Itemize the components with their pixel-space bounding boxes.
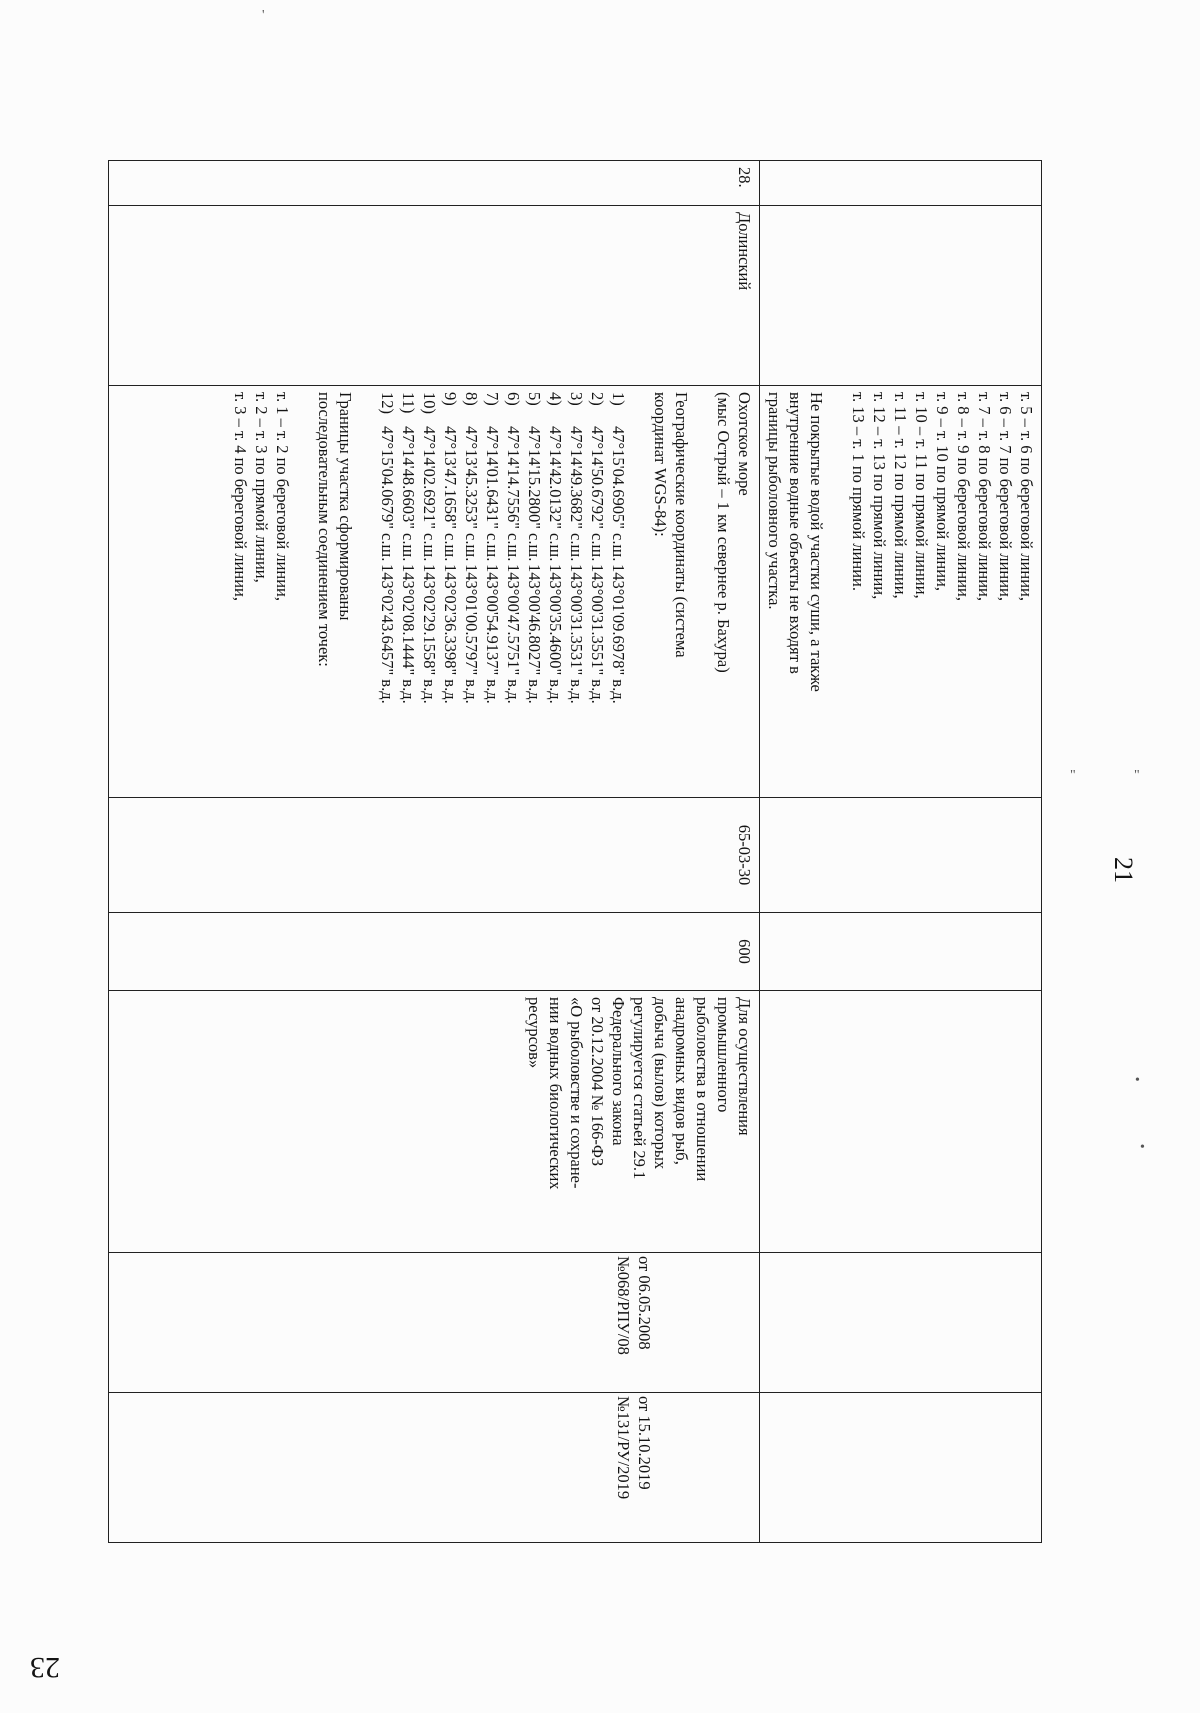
scan-speck: " [1070, 768, 1076, 783]
landmark: (мыс Острый – 1 км севернее р. Бахура) [714, 392, 733, 673]
coordinate-list [377, 392, 629, 791]
coordinate-row: 2) 47°14'50.6792" с.ш. 143°00'31.3551" в.д. [588, 392, 607, 704]
coordinate-row: 7) 47°14'01.6431" с.ш. 143°00'54.9137" в.д. [483, 392, 502, 704]
number-cell: 28. [109, 161, 760, 206]
agreement-number: №131/РУ/2019 [614, 1396, 633, 1500]
coordinate-row: 10) 47°14'02.6921" с.ш. 143°02'29.1558" в.д. [420, 392, 439, 704]
agreement-b-cell [760, 1393, 1042, 1543]
purpose-line: Для осуществления [735, 997, 754, 1136]
area-cell [760, 913, 1042, 991]
page-number: 21 [1109, 857, 1138, 883]
purpose-line: регулируется статьей 29.1 [630, 997, 649, 1180]
purpose-line: рыболовства в отношении [693, 997, 712, 1182]
agreement-b-cell [109, 1393, 760, 1543]
coordinate-row: 12) 47°15'04.0679" с.ш. 143°02'43.6457" в.д. [378, 392, 397, 704]
coordinate-row: 3) 47°14'49.3682" с.ш. 143°00'31.3531" в.д. [567, 392, 586, 704]
coordinate-row: 1) 47°15'04.6905" с.ш. 143°01'09.6978" в.д. [609, 392, 628, 704]
boundary-line: т. 3 – т. 4 по береговой линии, [231, 392, 250, 602]
scan-speck: " [1134, 768, 1140, 783]
coordinate-row: 8) 47°13'45.3253" с.ш. 143°01'00.5797" в.д. [462, 392, 481, 704]
boundary-line: т. 12 – т. 13 по прямой линии, [870, 392, 889, 600]
coordinate-row: 4) 47°14'42.0132" с.ш. 143°00'35.4600" в.д. [546, 392, 565, 704]
area-cell: 600 [109, 913, 760, 991]
boundary-line: т. 8 – т. 9 по береговой линии, [954, 392, 973, 602]
code-cell: 65-03-30 [109, 798, 760, 913]
scan-speck: ' [262, 8, 265, 23]
note-line: границы рыболовного участка. [765, 392, 784, 610]
purpose-line: от 20.12.2004 № 166-ФЗ [588, 997, 607, 1167]
purpose-line: анадромных видов рыб, [672, 997, 691, 1165]
coords-heading: координат WGS-84): [651, 392, 670, 537]
boundary-line: т. 1 – т. 2 по береговой линии, [273, 392, 292, 602]
note-line: Не покрытые водой участки суши, а также [807, 392, 826, 692]
water-body: Охотское море [735, 392, 754, 496]
agreement-date: от 06.05.2008 [635, 1256, 654, 1350]
purpose-line: добыча (вылов) которых [651, 997, 670, 1170]
agreement-a-cell [109, 1253, 760, 1393]
table-row-previous [760, 161, 1042, 1543]
scan-speck: • [1140, 1140, 1145, 1155]
boundary-line: т. 10 – т. 11 по прямой линии, [912, 392, 931, 599]
purpose-cell [109, 991, 760, 1253]
boundary-line: т. 5 – т. 6 по береговой линии, [1017, 392, 1036, 602]
name-cell: Долинский [109, 206, 760, 386]
registry-sheet [108, 160, 1042, 1542]
agreement-number: №068/РПУ/08 [614, 1256, 633, 1355]
purpose-line: Федерального закона [609, 997, 628, 1146]
name-cell [760, 206, 1042, 386]
code-cell [760, 798, 1042, 913]
boundary-line: т. 7 – т. 8 по береговой линии, [975, 392, 994, 602]
agreement-a-text [613, 1256, 655, 1406]
table-row-28 [109, 161, 760, 1543]
purpose-line: ресурсов» [525, 997, 544, 1069]
description-cell [760, 386, 1042, 798]
boundary-line: т. 9 – т. 10 по прямой линии, [933, 392, 952, 592]
purpose-line: промышленного [714, 997, 733, 1113]
boundary-line: т. 2 – т. 3 по прямой линии, [252, 392, 271, 583]
agreement-a-cell [760, 1253, 1042, 1393]
agreement-b-text [613, 1396, 655, 1546]
number-cell [760, 161, 1042, 206]
boundary-line: т. 11 – т. 12 по прямой линии, [891, 392, 910, 599]
purpose-cell [760, 991, 1042, 1253]
description-cell [109, 386, 760, 798]
agreement-date: от 15.10.2019 [635, 1396, 654, 1490]
purpose-line: нии водных биологических [546, 997, 565, 1190]
note-line: внутренние водные объекты не входят в [786, 392, 805, 674]
boundary-line: т. 6 – т. 7 по береговой линии, [996, 392, 1015, 602]
purpose-line: «О рыболовстве и сохране- [567, 997, 586, 1189]
fishing-sites-table [108, 160, 1042, 1543]
coordinate-row: 9) 47°13'47.1658" с.ш. 143°02'36.3398" в.д. [441, 392, 460, 704]
boundary-heading: последовательным соединением точек: [315, 392, 334, 667]
scan-speck: • [1135, 1073, 1140, 1088]
coordinate-row: 6) 47°14'14.7556" с.ш. 143°00'47.5751" в.д. [504, 392, 523, 704]
folio-number: 23 [30, 1651, 60, 1684]
coords-heading: Географические координаты (система [672, 392, 691, 658]
coordinate-row: 5) 47°14'15.2800" с.ш. 143°00'46.8027" в.д. [525, 392, 544, 704]
coordinate-row: 11) 47°14'48.6603" с.ш. 143°02'08.1444" в.д. [399, 392, 418, 704]
boundary-heading: Границы участка сформированы [336, 392, 355, 621]
boundary-line: т. 13 – т. 1 по прямой линии. [849, 392, 868, 592]
